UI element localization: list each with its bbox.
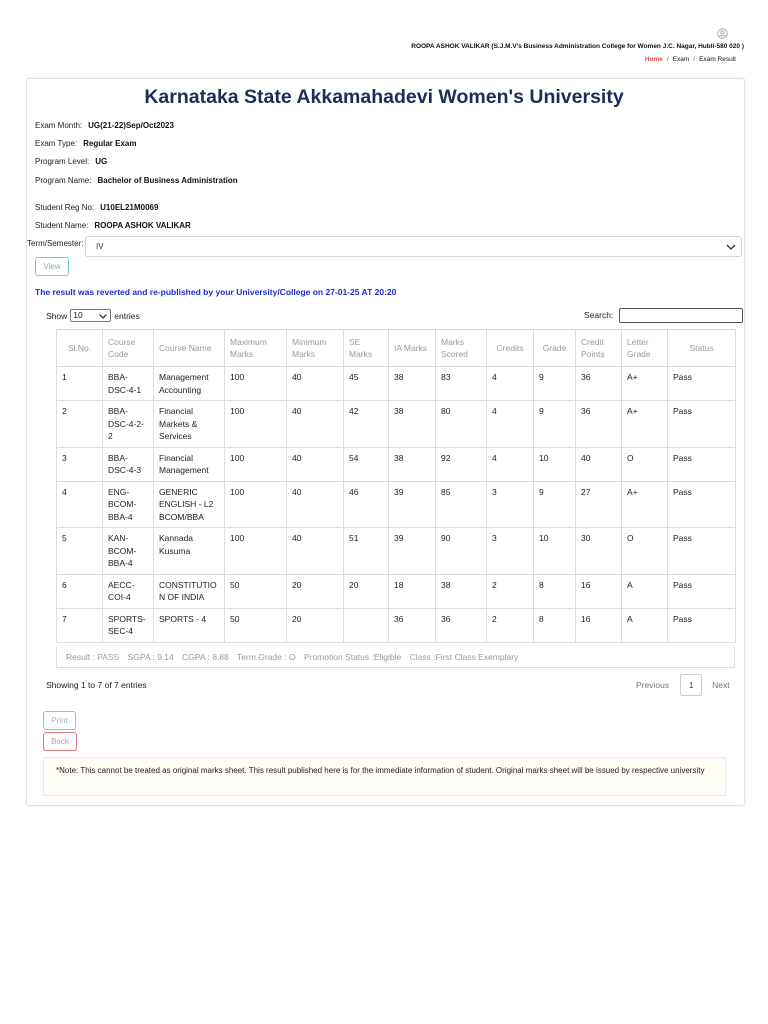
table-cell: 20 bbox=[287, 574, 344, 608]
table-cell: 38 bbox=[389, 447, 436, 481]
breadcrumb: Home / Exam / Exam Result bbox=[644, 56, 736, 63]
entries-per-page-value: 10 bbox=[73, 310, 83, 320]
table-cell: Kannada Kusuma bbox=[154, 528, 225, 575]
program-level-row bbox=[35, 157, 107, 166]
page-1-button[interactable]: 1 bbox=[680, 674, 702, 696]
summary-sgpa: SGPA : 9.14 bbox=[127, 652, 174, 662]
program-name-row bbox=[35, 176, 238, 185]
table-cell: 42 bbox=[344, 401, 389, 448]
exam-month-row bbox=[35, 121, 174, 130]
column-header[interactable]: Minimum Marks bbox=[287, 330, 344, 367]
republish-notice: The result was reverted and re-published by your University/College on 27-01-25 AT 20:20 bbox=[35, 287, 397, 297]
table-cell: 30 bbox=[576, 528, 622, 575]
table-cell: 38 bbox=[389, 367, 436, 401]
header-row bbox=[57, 330, 736, 367]
table-cell: 85 bbox=[436, 481, 487, 528]
table-cell: 3 bbox=[57, 447, 103, 481]
table-cell: 27 bbox=[576, 481, 622, 528]
pagination bbox=[636, 674, 730, 696]
table-body bbox=[57, 367, 736, 643]
column-header[interactable]: Sl.No. bbox=[57, 330, 103, 367]
table-cell: 51 bbox=[344, 528, 389, 575]
next-button[interactable]: Next bbox=[712, 680, 730, 690]
chevron-down-icon bbox=[725, 241, 737, 253]
table-cell: A+ bbox=[622, 481, 668, 528]
table-cell: 92 bbox=[436, 447, 487, 481]
term-semester-select[interactable] bbox=[85, 236, 742, 257]
table-cell: 80 bbox=[436, 401, 487, 448]
table-cell: A bbox=[622, 574, 668, 608]
summary-class: Class :First Class Exemplary bbox=[409, 652, 519, 662]
exam-type-row bbox=[35, 139, 136, 148]
column-header[interactable]: Grade bbox=[534, 330, 576, 367]
table-row bbox=[57, 481, 736, 528]
table-cell: 4 bbox=[487, 367, 534, 401]
column-header[interactable]: Course Name bbox=[154, 330, 225, 367]
table-cell: 9 bbox=[534, 367, 576, 401]
table-cell: 100 bbox=[225, 447, 287, 481]
column-header[interactable]: Credits bbox=[487, 330, 534, 367]
table-cell: 8 bbox=[534, 608, 576, 642]
table-cell: A+ bbox=[622, 401, 668, 448]
column-header[interactable]: Credit Points bbox=[576, 330, 622, 367]
program-name-label: Program Name: bbox=[35, 176, 92, 185]
exam-type-value: Regular Exam bbox=[83, 139, 137, 148]
table-row bbox=[57, 608, 736, 642]
table-cell: 36 bbox=[436, 608, 487, 642]
program-level-label: Program Level: bbox=[35, 157, 90, 166]
exam-month-label: Exam Month: bbox=[35, 121, 83, 130]
table-cell: 16 bbox=[576, 574, 622, 608]
view-button[interactable]: View bbox=[35, 257, 69, 276]
reg-no-value: U10EL21M0069 bbox=[100, 203, 159, 212]
table-cell: 36 bbox=[576, 401, 622, 448]
student-name-row bbox=[35, 221, 191, 230]
table-cell: 100 bbox=[225, 401, 287, 448]
breadcrumb-home[interactable]: Home bbox=[644, 56, 663, 63]
table-cell bbox=[344, 608, 389, 642]
result-summary bbox=[56, 647, 735, 668]
column-header[interactable]: Status bbox=[668, 330, 736, 367]
exam-month-value: UG(21-22)Sep/Oct2023 bbox=[88, 121, 174, 130]
table-cell: 4 bbox=[57, 481, 103, 528]
table-cell: 54 bbox=[344, 447, 389, 481]
table-cell: Pass bbox=[668, 528, 736, 575]
table-cell: 3 bbox=[487, 481, 534, 528]
term-semester-label: Term/Semester: bbox=[27, 239, 84, 248]
page-title: Karnataka State Akkamahadevi Women's University bbox=[144, 86, 624, 108]
entries-per-page-select[interactable] bbox=[70, 309, 111, 322]
table-cell: 50 bbox=[225, 608, 287, 642]
table-cell: 100 bbox=[225, 528, 287, 575]
program-level-value: UG bbox=[95, 157, 108, 166]
table-cell: AECC-COI-4 bbox=[103, 574, 154, 608]
table-cell: 40 bbox=[287, 367, 344, 401]
column-header[interactable]: Marks Scored bbox=[436, 330, 487, 367]
table-cell: Financial Management bbox=[154, 447, 225, 481]
table-cell: 38 bbox=[389, 401, 436, 448]
table-cell: 1 bbox=[57, 367, 103, 401]
search-label: Search: bbox=[584, 310, 614, 320]
table-cell: 83 bbox=[436, 367, 487, 401]
top-bar bbox=[0, 0, 768, 70]
table-cell: KAN-BCOM-BBA-4 bbox=[103, 528, 154, 575]
table-cell: 40 bbox=[287, 401, 344, 448]
term-semester-value: IV bbox=[96, 242, 104, 251]
table-cell: 40 bbox=[287, 528, 344, 575]
table-cell: 38 bbox=[436, 574, 487, 608]
chevron-down-icon bbox=[98, 311, 108, 321]
table-cell: 18 bbox=[389, 574, 436, 608]
back-button[interactable]: Back bbox=[43, 732, 77, 751]
table-cell: 6 bbox=[57, 574, 103, 608]
student-name-label: Student Name: bbox=[35, 221, 89, 230]
table-cell: 9 bbox=[534, 481, 576, 528]
table-cell: BBA-DSC-4-3 bbox=[103, 447, 154, 481]
summary-term-grade: Term Grade : O bbox=[236, 652, 296, 662]
table-cell: 36 bbox=[576, 367, 622, 401]
table-row bbox=[57, 574, 736, 608]
table-cell: 7 bbox=[57, 608, 103, 642]
student-name-value: ROOPA ASHOK VALIKAR bbox=[94, 221, 191, 230]
reg-no-label: Student Reg No: bbox=[35, 203, 95, 212]
previous-button[interactable]: Previous bbox=[636, 680, 670, 690]
table-cell: 8 bbox=[534, 574, 576, 608]
table-cell: Pass bbox=[668, 574, 736, 608]
summary-result: Result : PASS bbox=[66, 652, 120, 662]
table-cell: 9 bbox=[534, 401, 576, 448]
table-cell: 36 bbox=[389, 608, 436, 642]
disclaimer-note: *Note: This cannot be treated as original marks sheet. This result published here is for the immediate information of student. Original marks sheet will be issued by respective university bbox=[43, 757, 726, 796]
table-row bbox=[57, 447, 736, 481]
table-cell: 10 bbox=[534, 528, 576, 575]
table-cell: 40 bbox=[576, 447, 622, 481]
table-cell: Management Accounting bbox=[154, 367, 225, 401]
table-row bbox=[57, 528, 736, 575]
table-cell: 5 bbox=[57, 528, 103, 575]
summary-promotion: Promotion Status :Eligible bbox=[303, 652, 402, 662]
column-header[interactable]: Course Code bbox=[103, 330, 154, 367]
print-button[interactable]: Print bbox=[43, 711, 76, 730]
table-row bbox=[57, 367, 736, 401]
column-header[interactable]: Maximum Marks bbox=[225, 330, 287, 367]
table-cell: GENERIC ENGLISH - L2 BCOM/BBA bbox=[154, 481, 225, 528]
table-cell: 90 bbox=[436, 528, 487, 575]
table-cell: BBA-DSC-4-2-2 bbox=[103, 401, 154, 448]
table-cell: ENG-BCOM-BBA-4 bbox=[103, 481, 154, 528]
table-cell: 20 bbox=[344, 574, 389, 608]
entries-label: entries bbox=[114, 310, 140, 321]
results-table bbox=[56, 329, 736, 643]
show-label: Show bbox=[46, 310, 68, 321]
table-cell: 100 bbox=[225, 367, 287, 401]
table-cell: 16 bbox=[576, 608, 622, 642]
table-cell: 50 bbox=[225, 574, 287, 608]
table-cell: 39 bbox=[389, 528, 436, 575]
breadcrumb-exam[interactable]: Exam bbox=[672, 56, 690, 63]
table-cell: 3 bbox=[487, 528, 534, 575]
college-name: ROOPA ASHOK VALIKAR (S.J.M.V's Business Administration College for Women J.C. Nagar, Hubli-580 020 ) bbox=[411, 43, 744, 50]
show-entries bbox=[46, 309, 140, 322]
table-cell: A+ bbox=[622, 367, 668, 401]
table-cell: 46 bbox=[344, 481, 389, 528]
table-cell: 2 bbox=[487, 574, 534, 608]
table-cell: 39 bbox=[389, 481, 436, 528]
table-cell: O bbox=[622, 447, 668, 481]
table-cell: 20 bbox=[287, 608, 344, 642]
table-cell: 40 bbox=[287, 481, 344, 528]
table-cell: Pass bbox=[668, 608, 736, 642]
user-circle-icon[interactable] bbox=[717, 28, 728, 39]
table-cell: SPORTS-SEC-4 bbox=[103, 608, 154, 642]
table-cell: 4 bbox=[487, 447, 534, 481]
table-cell: Pass bbox=[668, 447, 736, 481]
table-cell: 2 bbox=[487, 608, 534, 642]
table-cell: Pass bbox=[668, 367, 736, 401]
program-name-value: Bachelor of Business Administration bbox=[97, 176, 238, 185]
table-cell: O bbox=[622, 528, 668, 575]
showing-info: Showing 1 to 7 of 7 entries bbox=[46, 680, 147, 690]
table-row bbox=[57, 401, 736, 448]
table-cell: Pass bbox=[668, 481, 736, 528]
column-header[interactable]: Letter Grade bbox=[622, 330, 668, 367]
table-cell: A bbox=[622, 608, 668, 642]
table-cell: 2 bbox=[57, 401, 103, 448]
exam-type-label: Exam Type: bbox=[35, 139, 78, 148]
table-cell: BBA-DSC-4-1 bbox=[103, 367, 154, 401]
breadcrumb-exam-result: Exam Result bbox=[699, 56, 736, 63]
table-header bbox=[57, 330, 736, 367]
column-header[interactable]: IA Marks bbox=[389, 330, 436, 367]
column-header[interactable]: SE Marks bbox=[344, 330, 389, 367]
reg-no-row bbox=[35, 203, 158, 212]
table-cell: 100 bbox=[225, 481, 287, 528]
search-input[interactable] bbox=[619, 308, 743, 323]
table-cell: SPORTS - 4 bbox=[154, 608, 225, 642]
table-cell: 45 bbox=[344, 367, 389, 401]
table-cell: 4 bbox=[487, 401, 534, 448]
table-cell: 40 bbox=[287, 447, 344, 481]
table-cell: Financial Markets & Services bbox=[154, 401, 225, 448]
table-cell: 10 bbox=[534, 447, 576, 481]
table-cell: CONSTITUTION OF INDIA bbox=[154, 574, 225, 608]
summary-cgpa: CGPA : 8.88 bbox=[182, 652, 229, 662]
table-cell: Pass bbox=[668, 401, 736, 448]
